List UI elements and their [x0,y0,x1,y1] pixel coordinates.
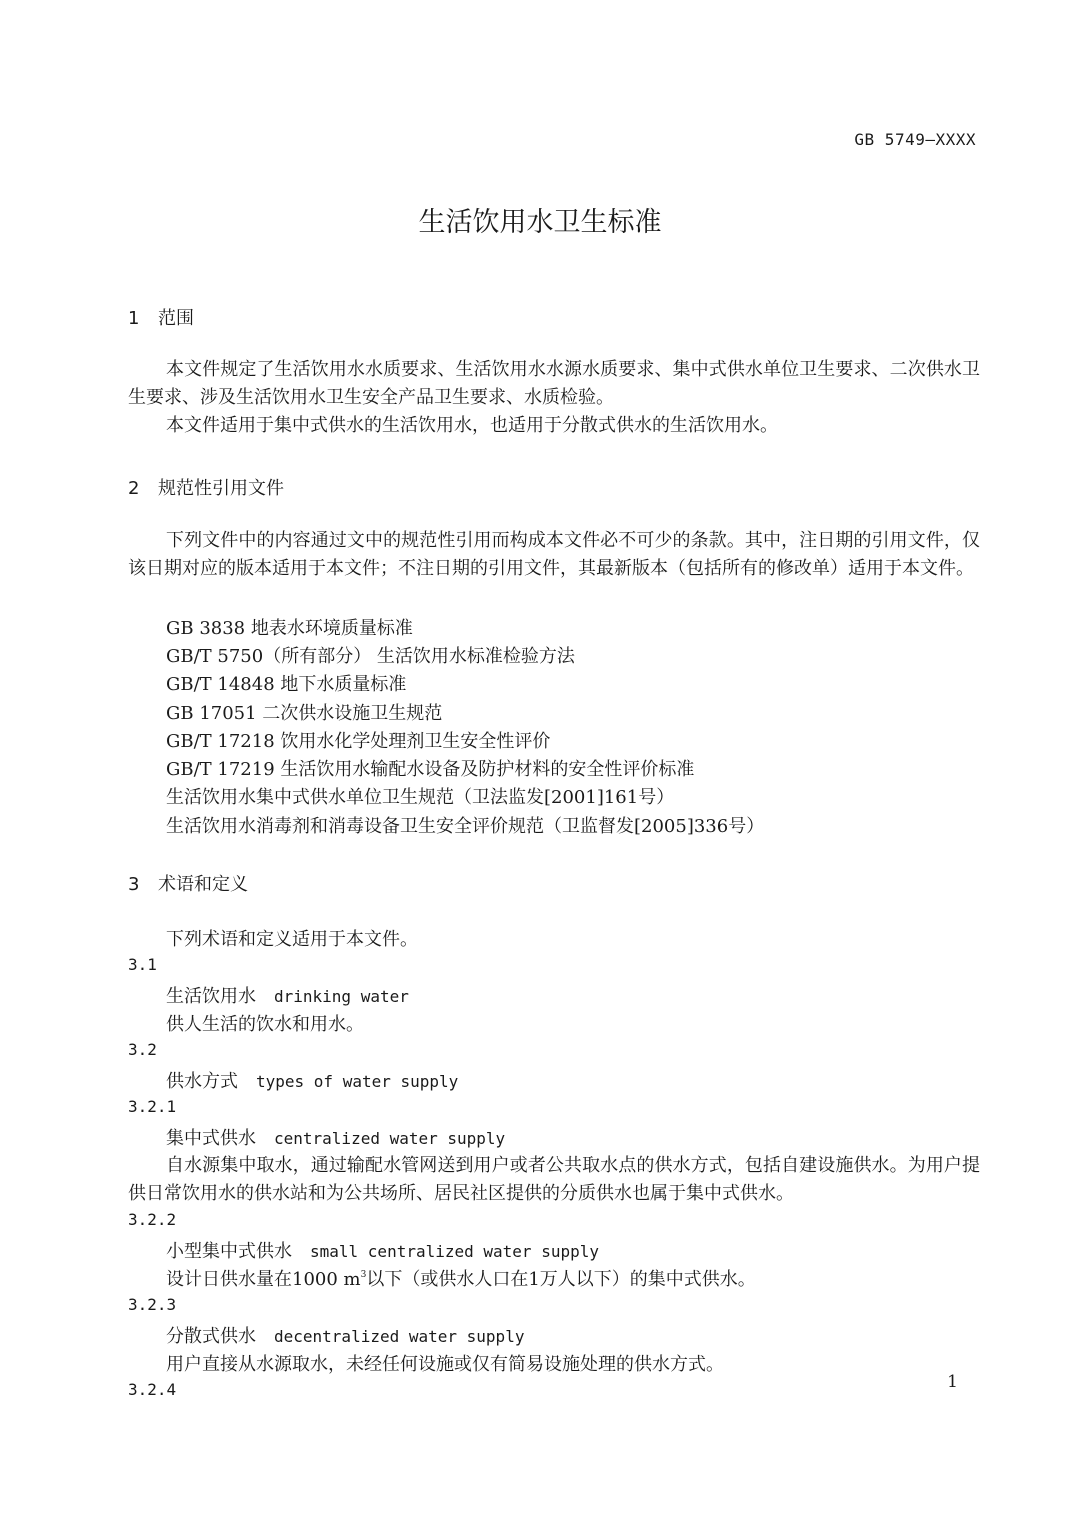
section-title: 范围 [158,308,194,329]
term-number: 3.2 [128,1040,157,1059]
term-en: types of water supply [256,1072,459,1091]
section-number: 1 [128,308,140,329]
term-en: decentralized water supply [274,1327,525,1346]
term-number: 3.2.1 [128,1097,177,1116]
term-definition: 自水源集中取水，通过输配水管网送到用户或者公共取水点的供水方式，包括自建设施供水。为用户提供日常饮用水的供水站和为公共场所、居民社区提供的分质供水也属于集中式供水。 [128,1155,980,1204]
section-2-heading [128,474,284,500]
term-zh: 小型集中式供水 [166,1241,292,1262]
term-heading [166,1124,505,1150]
term-zh: 供水方式 [166,1071,238,1092]
term-en: drinking water [274,987,409,1006]
scope-paragraph-2: 本文件适用于集中式供水的生活饮用水，也适用于分散式供水的生活饮用水。 [166,415,778,436]
term-heading [166,982,409,1008]
definition-text: 设计日供水量在1000 m [166,1269,361,1290]
reference-item: 生活饮用水集中式供水单位卫生规范（卫法监发[2001]161号） [166,787,675,808]
page-number: 1 [947,1372,958,1392]
reference-item: GB 3838 地表水环境质量标准 [166,618,413,639]
section-title: 术语和定义 [158,874,248,895]
term-heading [166,1322,524,1348]
reference-item: GB/T 14848 地下水质量标准 [166,674,407,695]
term-zh: 分散式供水 [166,1326,256,1347]
term-zh: 集中式供水 [166,1128,256,1149]
normative-refs-intro: 下列文件中的内容通过文中的规范性引用而构成本文件必不可少的条款。其中，注日期的引用文件，仅该日期对应的版本适用于本文件；不注日期的引用文件，其最新版本（包括所有的修改单）适用于本文件。 [128,530,980,579]
reference-item: GB/T 17218 饮用水化学处理剂卫生安全性评价 [166,731,551,752]
section-number: 3 [128,874,140,895]
term-definition: 用户直接从水源取水，未经任何设施或仅有简易设施处理的供水方式。 [166,1354,724,1375]
standard-code: GB 5749—XXXX [854,130,976,149]
section-3-heading [128,870,248,896]
document-title: 生活饮用水卫生标准 [418,207,662,238]
scope-paragraph-1: 本文件规定了生活饮用水水质要求、生活饮用水水源水质要求、集中式供水单位卫生要求、二次供水卫生要求、涉及生活饮用水卫生安全产品卫生要求、水质检验。 [128,359,980,408]
terms-intro: 下列术语和定义适用于本文件。 [166,929,418,950]
term-number: 3.1 [128,955,157,974]
term-definition: 供人生活的饮水和用水。 [166,1014,364,1035]
term-heading [166,1067,458,1093]
section-title: 规范性引用文件 [158,478,284,499]
term-number: 3.2.2 [128,1210,177,1229]
section-number: 2 [128,478,140,499]
term-en: small centralized water supply [310,1242,599,1261]
definition-text: 以下（或供水人口在1万人以下）的集中式供水。 [366,1269,756,1290]
term-zh: 生活饮用水 [166,986,256,1007]
term-definition [166,1265,756,1291]
reference-item: 生活饮用水消毒剂和消毒设备卫生安全评价规范（卫监督发[2005]336号） [166,816,765,837]
reference-item: GB/T 17219 生活饮用水输配水设备及防护材料的安全性评价标准 [166,759,695,780]
reference-item: GB 17051 二次供水设施卫生规范 [166,703,443,724]
term-heading [166,1237,599,1263]
section-1-heading [128,304,194,330]
term-number: 3.2.4 [128,1380,177,1399]
superscript-exponent: 3 [360,1270,367,1280]
reference-item: GB/T 5750（所有部分） 生活饮用水标准检验方法 [166,646,575,667]
term-number: 3.2.3 [128,1295,177,1314]
term-en: centralized water supply [274,1129,506,1148]
